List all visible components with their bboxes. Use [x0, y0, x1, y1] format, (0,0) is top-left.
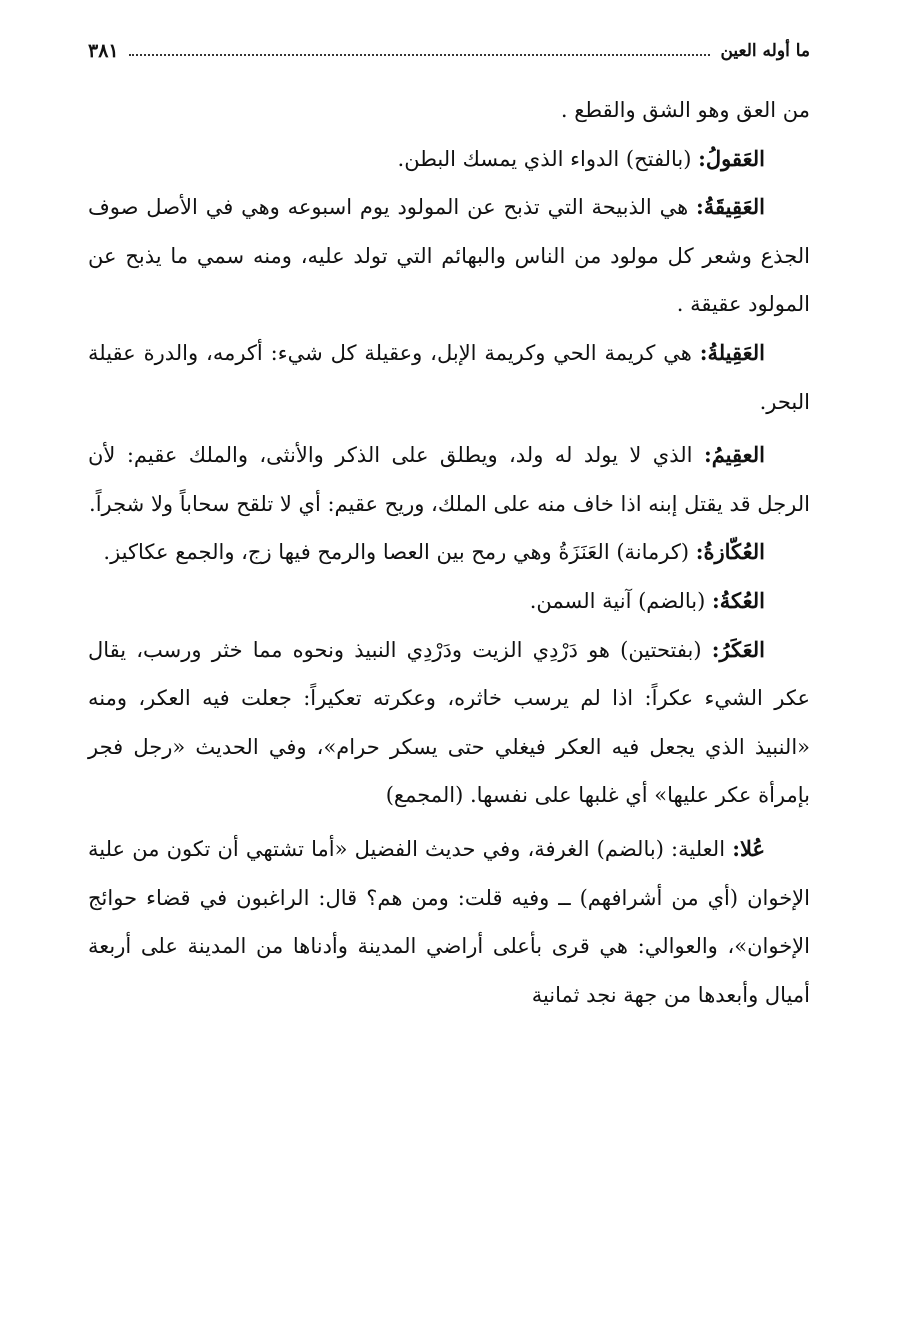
entry-text: (بفتحتين) هو دَرْدِي الزيت ودَرْدِي النبيذ ونحوه مما خثر ورسب، يقال عكر الشيء عكراً: اذا لم يرسب خاثره، وعكرته تعكيراً: جعلت فيه العكر، ومنه «النبيذ الذي يجعل فيه العكر فيغلي حتى يسكر حرام»، وفي الحديث «رجل فجر بإمرأة عكر عليها» أي غلبها على نفسها. (المجمع) [88, 637, 810, 808]
header-dot-leader [129, 54, 711, 56]
entry-al-aqila [88, 329, 810, 426]
entry-headword: عُلا: [732, 835, 765, 861]
entry-headword: العُكةُ: [712, 587, 765, 613]
entry-ula [88, 825, 810, 1019]
entry-continuation [88, 86, 810, 135]
entry-headword: العَقولُ: [698, 145, 765, 171]
page-number: ٣٨١ [88, 40, 119, 62]
entry-al-ukka [88, 577, 810, 626]
entry-text: هي كريمة الحي وكريمة الإبل، وعقيلة كل شيء: أكرمه، والدرة عقيلة البحر. [88, 340, 810, 414]
entry-al-aqiqa [88, 183, 810, 329]
entry-headword: العَقِيقَةُ: [696, 194, 765, 220]
entry-headword: العُكّازةُ: [695, 539, 765, 565]
entry-text: هي الذبيحة التي تذبح عن المولود يوم اسبوعه وهي في الأصل صوف الجذع وشعر كل مولود من الناس والبهائم التي تولد عليه، ومنه سمي ما يذبح عن المولود عقيقة . [88, 195, 810, 317]
entry-al-akar [88, 626, 810, 820]
entry-text: (كرمانة) العَنَزَةُ وهي رمح بين العصا والرمح فيها زج، والجمع عكاكيز. [103, 540, 696, 565]
entry-text: من العق وهو الشق والقطع . [560, 98, 810, 122]
entry-al-aqim [88, 431, 810, 528]
dictionary-body [88, 86, 810, 1019]
entry-al-aqul [88, 135, 810, 184]
entry-text: العلية: (بالضم) الغرفة، وفي حديث الفضيل «أما تشتهي أن تكون من علية الإخوان (أي من أشرافهم) ــ وفيه قلت: ومن هم؟ قال: الراغبون في قضاء حوائج الإخوان»، والعوالي: هي قرى بأعلى أراضي المدينة وأدناها من المدينة على أربعة أميال وأبعدها من جهة نجد ثمانية [88, 836, 810, 1007]
entry-headword: العَقِيلةُ: [699, 339, 765, 365]
entry-headword: العَكَرُ: [711, 636, 765, 662]
section-title: ما أوله العين [720, 41, 810, 61]
entry-text: الذي لا يولد له ولد، ويطلق على الذكر والأنثى، والملك عقيم: لأن الرجل قد يقتل إبنه اذا خاف منه على الملك، وريح عقيم: أي لا تلقح سحاباً ولا شجراً. [88, 443, 810, 516]
entry-text: (بالضم) آنية السمن. [529, 588, 713, 613]
entry-al-ukkaza [88, 528, 810, 577]
page-header [88, 38, 810, 64]
entry-headword: العقِيمُ: [703, 442, 765, 468]
entry-text: (بالفتح) الدواء الذي يمسك البطن. [397, 146, 699, 171]
